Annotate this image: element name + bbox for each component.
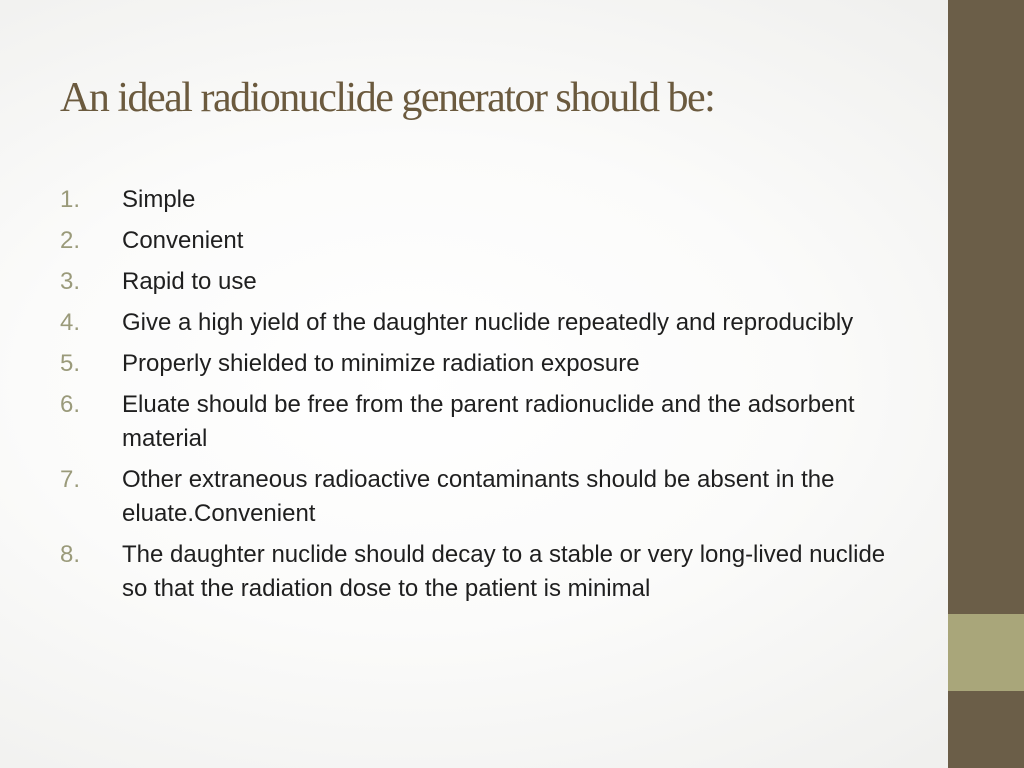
list-item-number: 1. (60, 186, 81, 213)
list-item (60, 306, 900, 340)
list-item-number: 5. (60, 350, 81, 377)
list-item-text: Rapid to use (122, 268, 257, 295)
list-item-number: 2. (60, 227, 81, 254)
decorative-sidebar-accent (948, 614, 1024, 691)
numbered-list (60, 183, 900, 613)
list-item-number: 8. (60, 541, 81, 568)
list-item (60, 388, 900, 456)
list-item-number: 4. (60, 309, 81, 336)
list-item (60, 224, 900, 258)
list-item-number: 7. (60, 466, 81, 493)
slide-title: An ideal radionuclide generator should be: (60, 75, 715, 121)
list-item-text: Give a high yield of the daughter nuclide repeatedly and reproducibly (122, 309, 854, 336)
list-item-text: The daughter nuclide should decay to a stable or very long-lived nuclide so that the radiation dose to the patient is minimal (122, 541, 886, 602)
list-item (60, 347, 900, 381)
list-item (60, 265, 900, 299)
list-item-number: 3. (60, 268, 81, 295)
list-item (60, 183, 900, 217)
list-item-text: Eluate should be free from the parent radionuclide and the adsorbent material (122, 391, 855, 452)
list-item-text: Other extraneous radioactive contaminants should be absent in the eluate.Convenient (122, 466, 835, 527)
list-item-text: Convenient (122, 227, 244, 254)
list-item-text: Properly shielded to minimize radiation exposure (122, 350, 640, 377)
list-item (60, 538, 900, 606)
list-item (60, 463, 900, 531)
list-item-text: Simple (122, 186, 196, 213)
list-item-number: 6. (60, 391, 81, 418)
